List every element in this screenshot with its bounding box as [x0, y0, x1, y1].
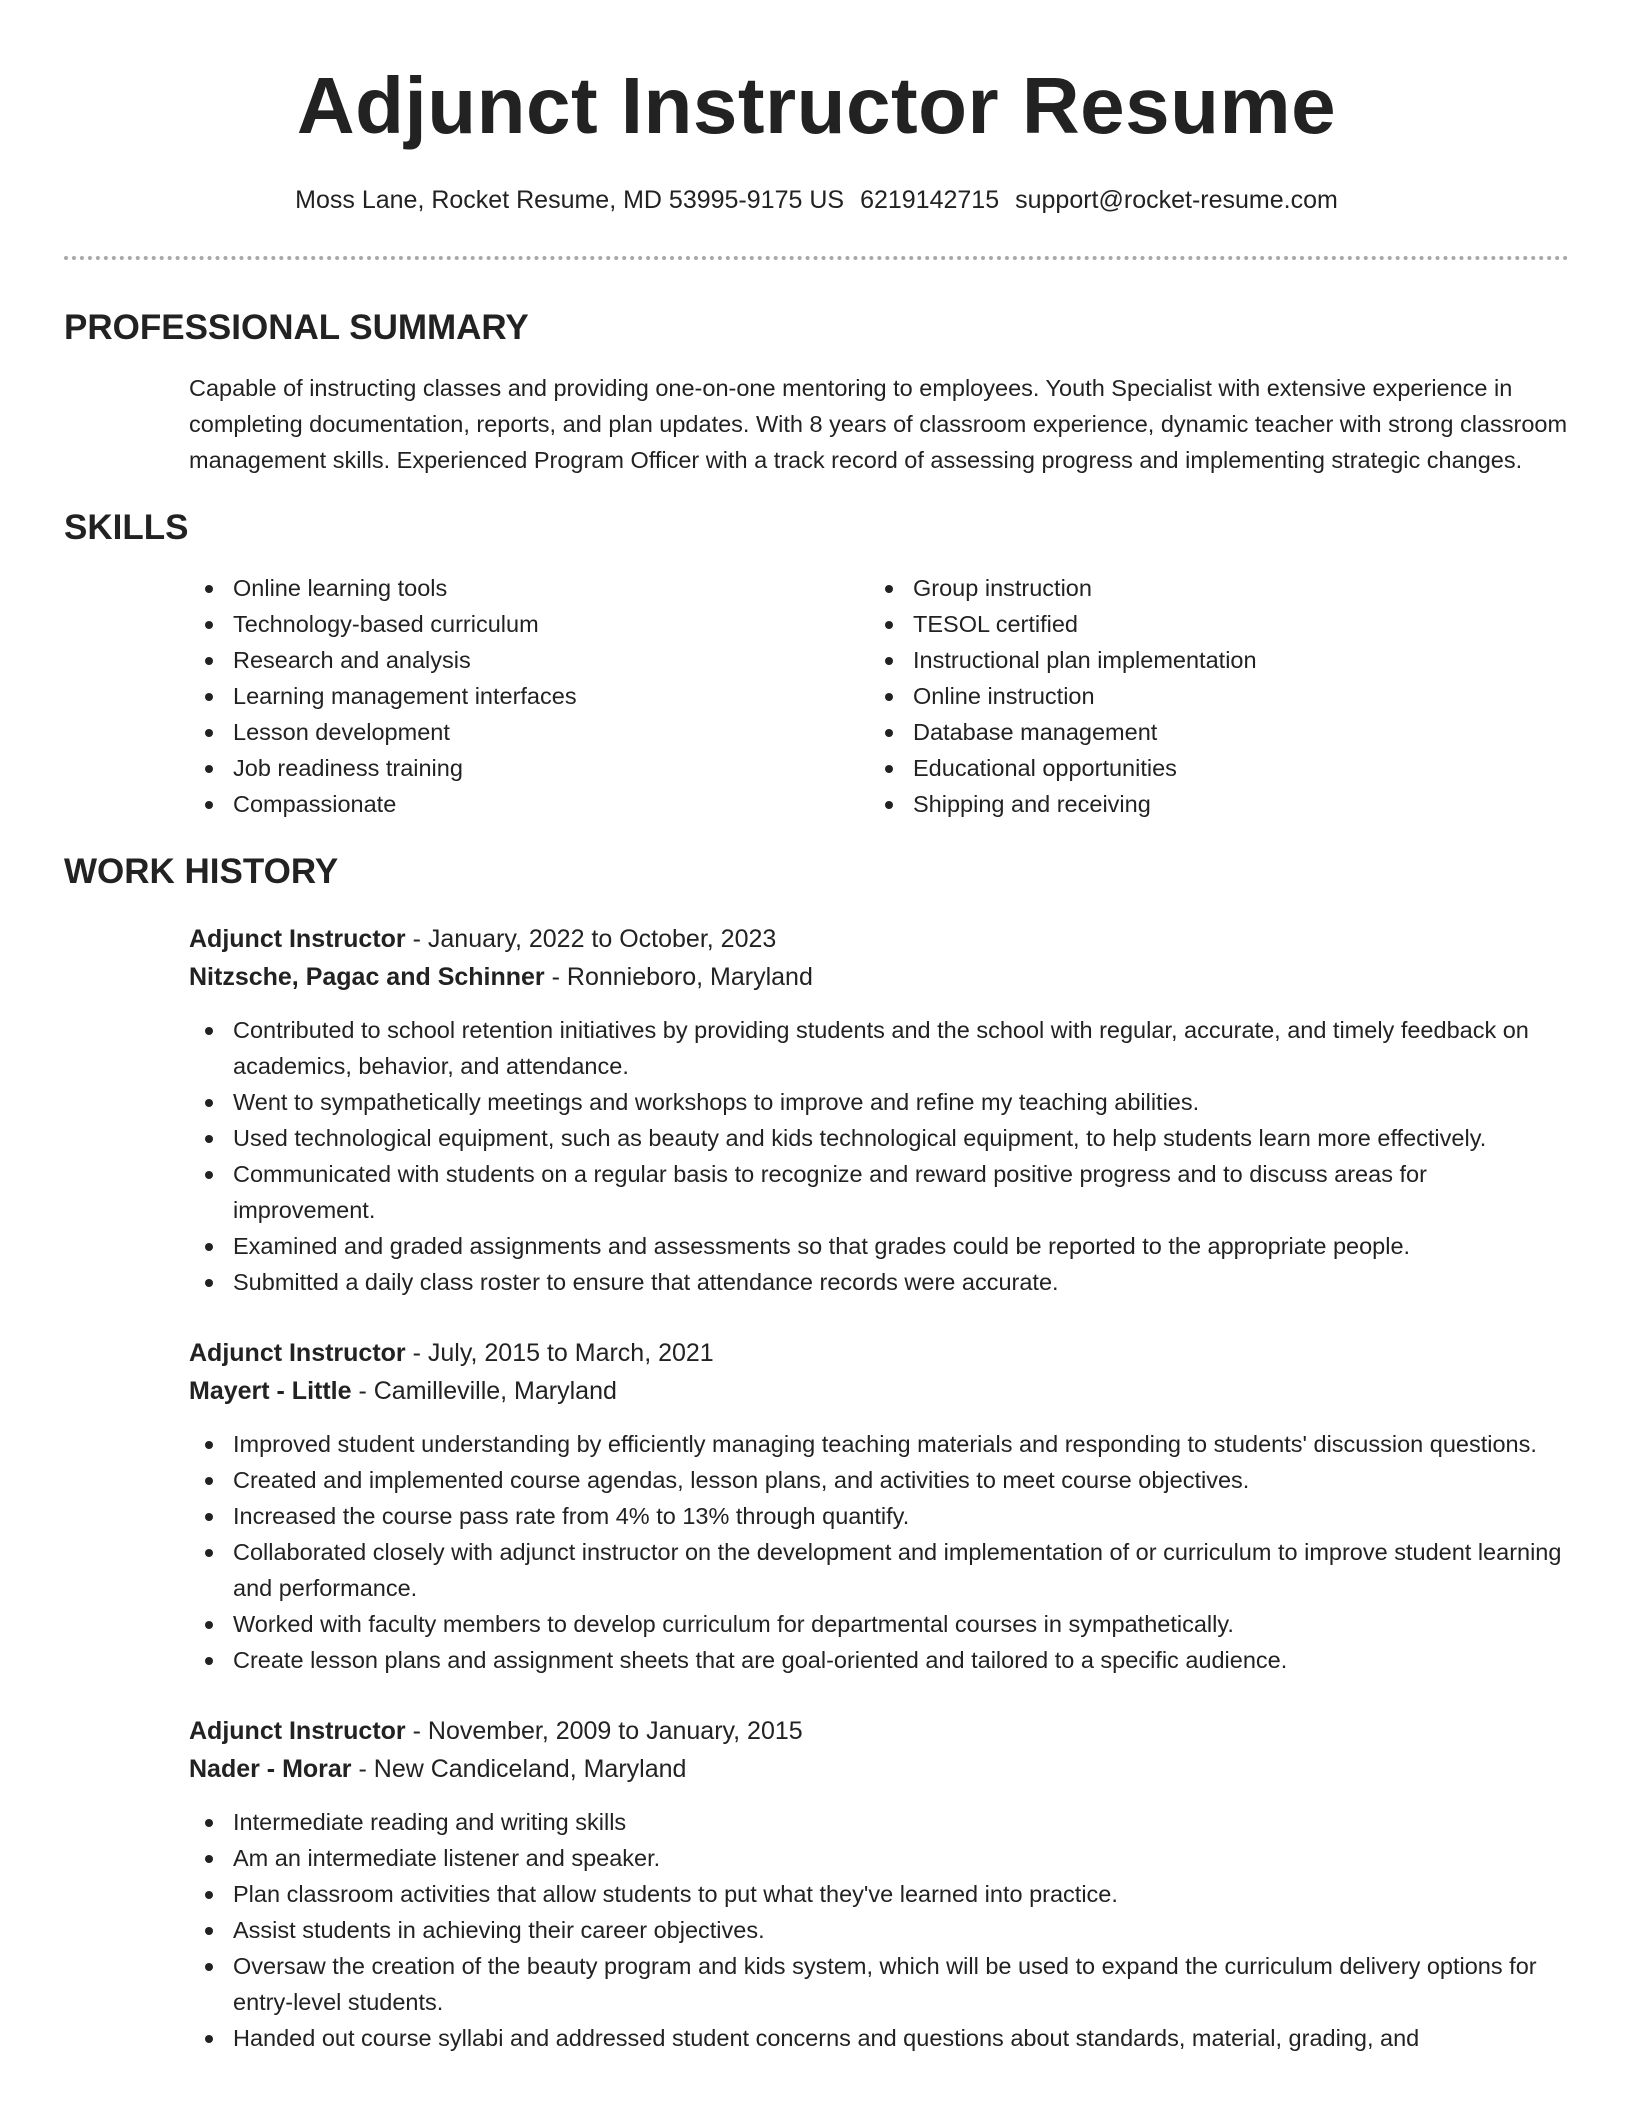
job-company: Nader - Morar: [189, 1755, 352, 1783]
contact-phone: 6219142715: [860, 186, 1000, 214]
resume-title: Adjunct Instructor Resume: [296, 61, 1337, 150]
duty-item: Collaborated closely with adjunct instructor on the development and implementation of or curriculum to improve student learning and performance.: [189, 1534, 1569, 1606]
job-duties: [189, 1426, 1569, 1678]
duty-item: Handed out course syllabi and addressed student concerns and questions about standards, material, grading, and: [189, 2020, 1569, 2056]
job-entry: [189, 1334, 1569, 1678]
job-location: - New Candiceland, Maryland: [351, 1755, 687, 1783]
job-company: Nitzsche, Pagac and Schinner: [189, 963, 545, 991]
skill-item: Instructional plan implementation: [869, 642, 1257, 678]
duty-item: Contributed to school retention initiatives by providing students and the school with regular, accurate, and timely feedback on academics, behavior, and attendance.: [189, 1012, 1569, 1084]
skills-column-right: [869, 570, 1257, 822]
duty-item: Assist students in achieving their career objectives.: [189, 1912, 1569, 1948]
skill-item: Job readiness training: [189, 750, 869, 786]
skill-item: Technology-based curriculum: [189, 606, 869, 642]
job-company-line: [189, 958, 1569, 996]
job-dates: - November, 2009 to January, 2015: [405, 1717, 803, 1745]
job-duties: [189, 1804, 1569, 2056]
skill-item: Learning management interfaces: [189, 678, 869, 714]
duty-item: Am an intermediate listener and speaker.: [189, 1840, 1569, 1876]
job-title-line: [189, 920, 1569, 958]
job-dates: - July, 2015 to March, 2021: [405, 1339, 714, 1367]
job-location: - Camilleville, Maryland: [351, 1377, 617, 1405]
job-location: - Ronnieboro, Maryland: [544, 963, 813, 991]
duty-item: Submitted a daily class roster to ensure that attendance records were accurate.: [189, 1264, 1569, 1300]
skills-heading: SKILLS: [64, 508, 189, 547]
duty-item: Plan classroom activities that allow students to put what they've learned into practice.: [189, 1876, 1569, 1912]
contact-address: Moss Lane, Rocket Resume, MD 53995-9175 US: [295, 186, 845, 214]
duty-item: Oversaw the creation of the beauty program and kids system, which will be used to expand the curriculum delivery options for entry-level students.: [189, 1948, 1569, 2020]
duty-item: Created and implemented course agendas, lesson plans, and activities to meet course objectives.: [189, 1462, 1569, 1498]
summary-text: Capable of instructing classes and providing one-on-one mentoring to employees. Youth Specialist with extensive experience in completing documentation, reports, and plan updates. With 8 years of classroom experience, dynamic teacher with strong classroom management skills. Experienced Program Officer with a track record of assessing progress and implementing strategic changes.: [189, 375, 1568, 473]
job-duties: [189, 1012, 1569, 1300]
contact-line: [64, 184, 1569, 216]
duty-item: Communicated with students on a regular basis to recognize and reward positive progress and to discuss areas for improvement.: [189, 1156, 1569, 1228]
job-company: Mayert - Little: [189, 1377, 352, 1405]
duty-item: Examined and graded assignments and assessments so that grades could be reported to the appropriate people.: [189, 1228, 1569, 1264]
job-dates: - January, 2022 to October, 2023: [405, 925, 777, 953]
duty-item: Went to sympathetically meetings and workshops to improve and refine my teaching abilities.: [189, 1084, 1569, 1120]
skill-item: Shipping and receiving: [869, 786, 1257, 822]
job-title-line: [189, 1334, 1569, 1372]
skill-item: TESOL certified: [869, 606, 1257, 642]
skill-item: Group instruction: [869, 570, 1257, 606]
job-title: Adjunct Instructor: [189, 1339, 406, 1367]
skill-item: Compassionate: [189, 786, 869, 822]
skill-item: Educational opportunities: [869, 750, 1257, 786]
job-entry: [189, 920, 1569, 1300]
skill-item: Database management: [869, 714, 1257, 750]
resume-page: [64, 0, 1569, 2056]
duty-item: Worked with faculty members to develop curriculum for departmental courses in sympathetically.: [189, 1606, 1569, 1642]
header-divider: [64, 256, 1569, 260]
job-entry: [189, 1712, 1569, 2056]
duty-item: Used technological equipment, such as beauty and kids technological equipment, to help students learn more effectively.: [189, 1120, 1569, 1156]
job-title-line: [189, 1712, 1569, 1750]
job-title: Adjunct Instructor: [189, 1717, 406, 1745]
skills-column-left: [189, 570, 869, 822]
skill-item: Research and analysis: [189, 642, 869, 678]
skill-item: Online learning tools: [189, 570, 869, 606]
skill-item: Lesson development: [189, 714, 869, 750]
job-title: Adjunct Instructor: [189, 925, 406, 953]
duty-item: Create lesson plans and assignment sheets that are goal-oriented and tailored to a specific audience.: [189, 1642, 1569, 1678]
duty-item: Improved student understanding by efficiently managing teaching materials and responding to students' discussion questions.: [189, 1426, 1569, 1462]
contact-email: support@rocket-resume.com: [1015, 186, 1338, 214]
skill-item: Online instruction: [869, 678, 1257, 714]
job-company-line: [189, 1372, 1569, 1410]
skills-list: [189, 570, 1569, 822]
duty-item: Increased the course pass rate from 4% to 13% through quantify.: [189, 1498, 1569, 1534]
summary-heading: PROFESSIONAL SUMMARY: [64, 308, 529, 347]
job-company-line: [189, 1750, 1569, 1788]
work-history-heading: WORK HISTORY: [64, 852, 339, 891]
duty-item: Intermediate reading and writing skills: [189, 1804, 1569, 1840]
